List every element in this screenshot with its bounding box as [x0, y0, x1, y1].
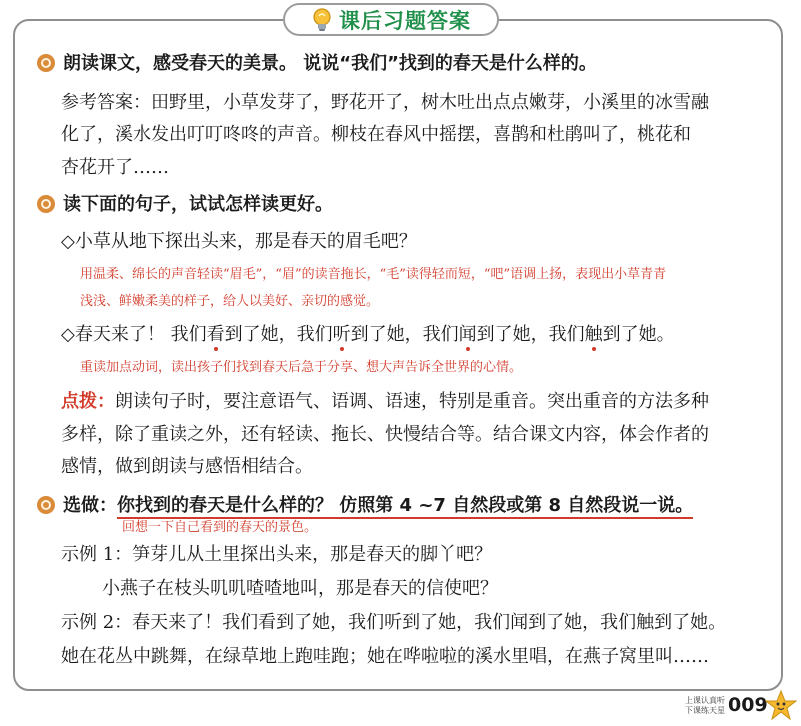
stressed-verb: 看 [206, 324, 225, 345]
q1-answer-line-3: 杏花开了…… [61, 157, 169, 178]
footer-slogan-2: 下课练天星 [685, 706, 725, 715]
q3-question-line [37, 491, 693, 517]
section-title: 课后习题答案 [339, 8, 471, 33]
q1-question: 朗读课文，感受春天的美景。 说说“我们”找到的春天是什么样的。 [63, 53, 597, 74]
hint-label: 点拨： [61, 391, 115, 412]
q2-sentence-2-note: 重读加点动词，读出孩子们找到春天后急于分享、想大声告诉全世界的心情。 [80, 360, 523, 375]
footer-slogan [685, 696, 725, 716]
star-mascot-icon [765, 689, 797, 721]
q3-note: 回想一下自己看到的春天的景色。 [122, 520, 318, 535]
q2-sentence-2 [61, 320, 675, 346]
hint-line-3: 感情，做到朗读与感悟相结合。 [61, 456, 313, 477]
page-number: 009 [728, 694, 768, 716]
bullet-icon [37, 195, 55, 213]
bullet-icon [37, 54, 55, 72]
lightbulb-icon [311, 7, 333, 33]
q3-example-2-line-1: 示例 2：春天来了！我们看到了她，我们听到了她，我们闻到了她，我们触到了她。 [61, 612, 727, 633]
s2-text: 到了她，我们 [476, 324, 585, 345]
q3-example-2-line-2: 她在花丛中跳舞，在绿草地上跑哇跑；她在哗啦啦的溪水里唱，在燕子窝里叫…… [61, 646, 709, 667]
stressed-verb: 闻 [458, 324, 477, 345]
q3-question: 你找到的春天是什么样的？ 仿照第 4 ~7 自然段或第 8 自然段说一说。 [117, 495, 693, 519]
stressed-verb: 听 [332, 324, 351, 345]
footer-slogan-1: 上课认真听 [685, 696, 725, 705]
q1-answer-line-1: 参考答案：田野里，小草发芽了，野花开了，树木吐出点点嫩芽，小溪里的冰雪融 [61, 92, 709, 113]
stressed-verb: 触 [584, 324, 603, 345]
q2-question-line [37, 190, 333, 216]
q3-example-1-line-2: 小燕子在枝头叽叽喳喳地叫，那是春天的信使吧？ [102, 578, 498, 599]
q2-sentence-1: ◇小草从地下探出头来，那是春天的眉毛吧？ [61, 231, 417, 252]
hint-line-2: 多样，除了重读之外，还有轻读、拖长、快慢结合等。结合课文内容，体会作者的 [61, 424, 709, 445]
s2-text: 到了她，我们 [224, 324, 333, 345]
hint-line-1 [61, 387, 709, 413]
section-header [283, 3, 499, 36]
q3-example-1-line-1: 示例 1：笋芽儿从土里探出头来，那是春天的脚丫吧？ [61, 544, 493, 565]
s2-text: ◇春天来了！ 我们 [61, 324, 207, 345]
bullet-icon [37, 496, 55, 514]
q2-question: 读下面的句子，试试怎样读更好。 [63, 194, 333, 215]
s2-text: 到了她，我们 [350, 324, 459, 345]
q3-label: 选做： [63, 495, 117, 516]
q2-sentence-1-note-2: 浅浅、鲜嫩柔美的样子，给人以美好、亲切的感觉。 [80, 294, 380, 309]
hint-text-1: 朗读句子时，要注意语气、语调、语速，特别是重音。突出重音的方法多种 [115, 391, 709, 412]
q1-question-line [37, 49, 597, 75]
q2-sentence-1-note-1: 用温柔、绵长的声音轻读“眉毛”，“眉”的读音拖长，“毛”读得轻而短，“吧”语调上扬，表现出小草青青 [80, 267, 667, 282]
s2-text: 到了她。 [602, 324, 675, 345]
q1-answer-line-2: 化了，溪水发出叮叮咚咚的声音。柳枝在春风中摇摆，喜鹊和杜鹃叫了，桃花和 [61, 124, 691, 145]
